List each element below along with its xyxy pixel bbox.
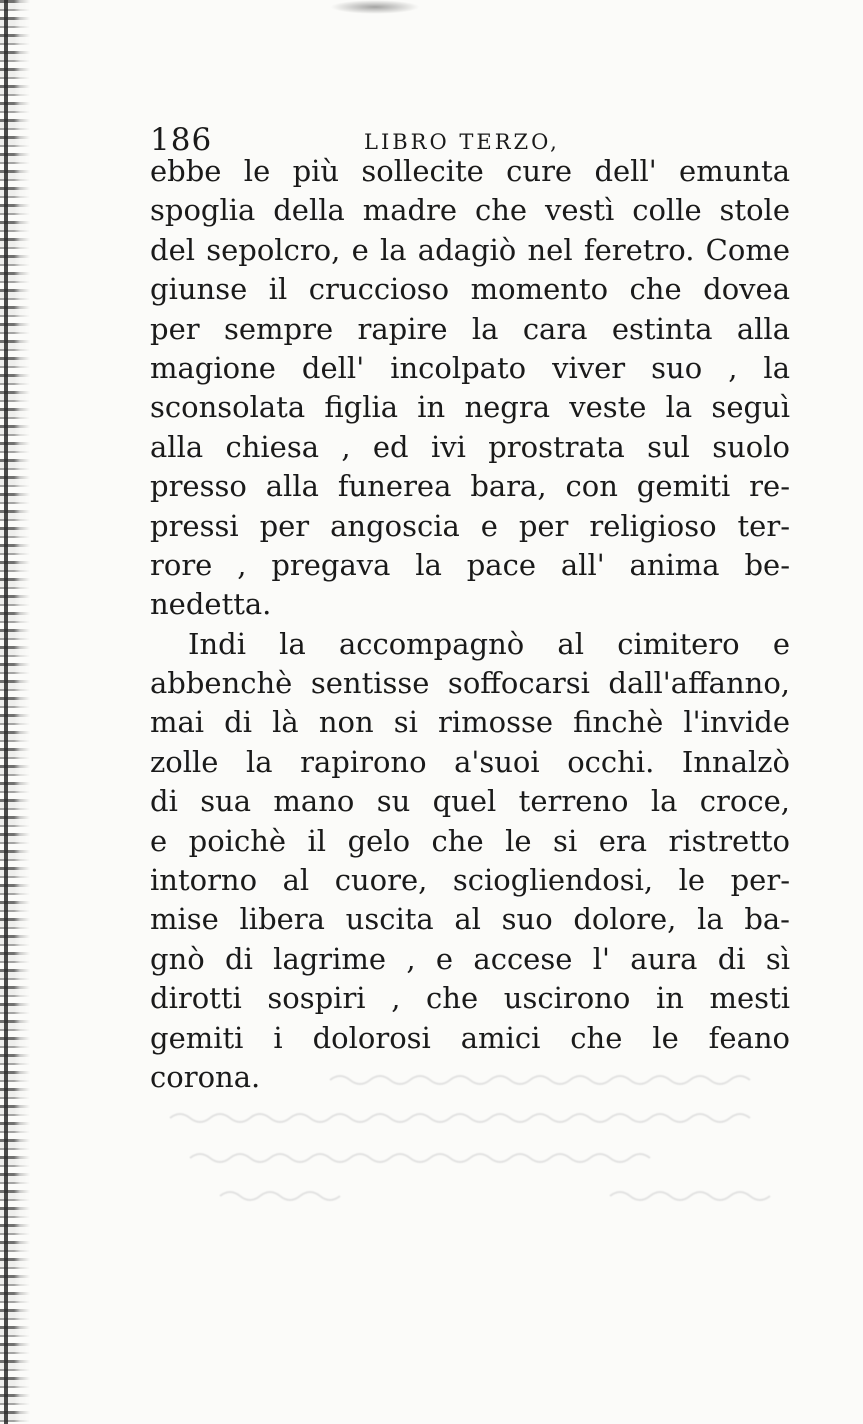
page-number: 186 — [150, 122, 213, 158]
text-line: e poichè il gelo che le si era ristretto — [150, 823, 790, 858]
text-line: magione dell' incolpato viver suo , la — [150, 350, 790, 385]
text-line: mai di là non si rimosse finchè l'invide — [150, 705, 790, 740]
show-through — [160, 1060, 790, 1217]
text-line: alla chiesa , ed ivi prostrata sul suolo — [150, 429, 790, 464]
text-line: nedetta. — [150, 587, 272, 622]
text-line: giunse il cruccioso momento che dovea — [150, 272, 790, 307]
text-line: Indi la accompagnò al cimitero e — [188, 626, 790, 661]
text-line: per sempre rapire la cara estinta alla — [150, 311, 790, 346]
text-line: gemiti i dolorosi amici che le feano — [150, 1020, 790, 1055]
text-line: sconsolata figlia in negra veste la seguì — [150, 390, 790, 425]
text-line: abbenchè sentisse soffocarsi dall'affanno, — [150, 666, 790, 701]
text-line: ebbe le più sollecite cure dell' emunta — [150, 154, 790, 188]
text-line: spoglia della madre che vestì colle stole — [150, 193, 790, 228]
text-line: di sua mano su quel terreno la croce, — [150, 784, 790, 819]
text-line: dirotti sospiri , che uscirono in mesti — [150, 981, 790, 1016]
body-text — [150, 152, 790, 1097]
binding-shadow — [4, 0, 8, 1424]
text-line: corona. — [150, 1059, 261, 1094]
paragraph-2 — [150, 625, 790, 1098]
text-line: pressi per angoscia e per religioso ter- — [150, 508, 790, 543]
paragraph-1 — [150, 152, 790, 625]
text-line: mise libera uscita al suo dolore, la ba- — [150, 902, 790, 937]
show-through-marks — [160, 1060, 790, 1210]
text-line: presso alla funerea bara, con gemiti re- — [150, 469, 790, 504]
text-line: gnò di lagrime , e accese l' aura di sì — [150, 941, 790, 976]
text-line: intorno al cuore, sciogliendosi, le per- — [150, 863, 790, 898]
text-line: zolle la rapirono a'suoi occhi. Innalzò — [150, 744, 790, 779]
running-head: LIBRO TERZO, — [364, 130, 560, 154]
text-line: rore , pregava la pace all' anima be- — [150, 547, 790, 582]
text-line: del sepolcro, e la adagiò nel feretro. Come — [150, 232, 790, 267]
ink-smudge — [330, 0, 420, 14]
